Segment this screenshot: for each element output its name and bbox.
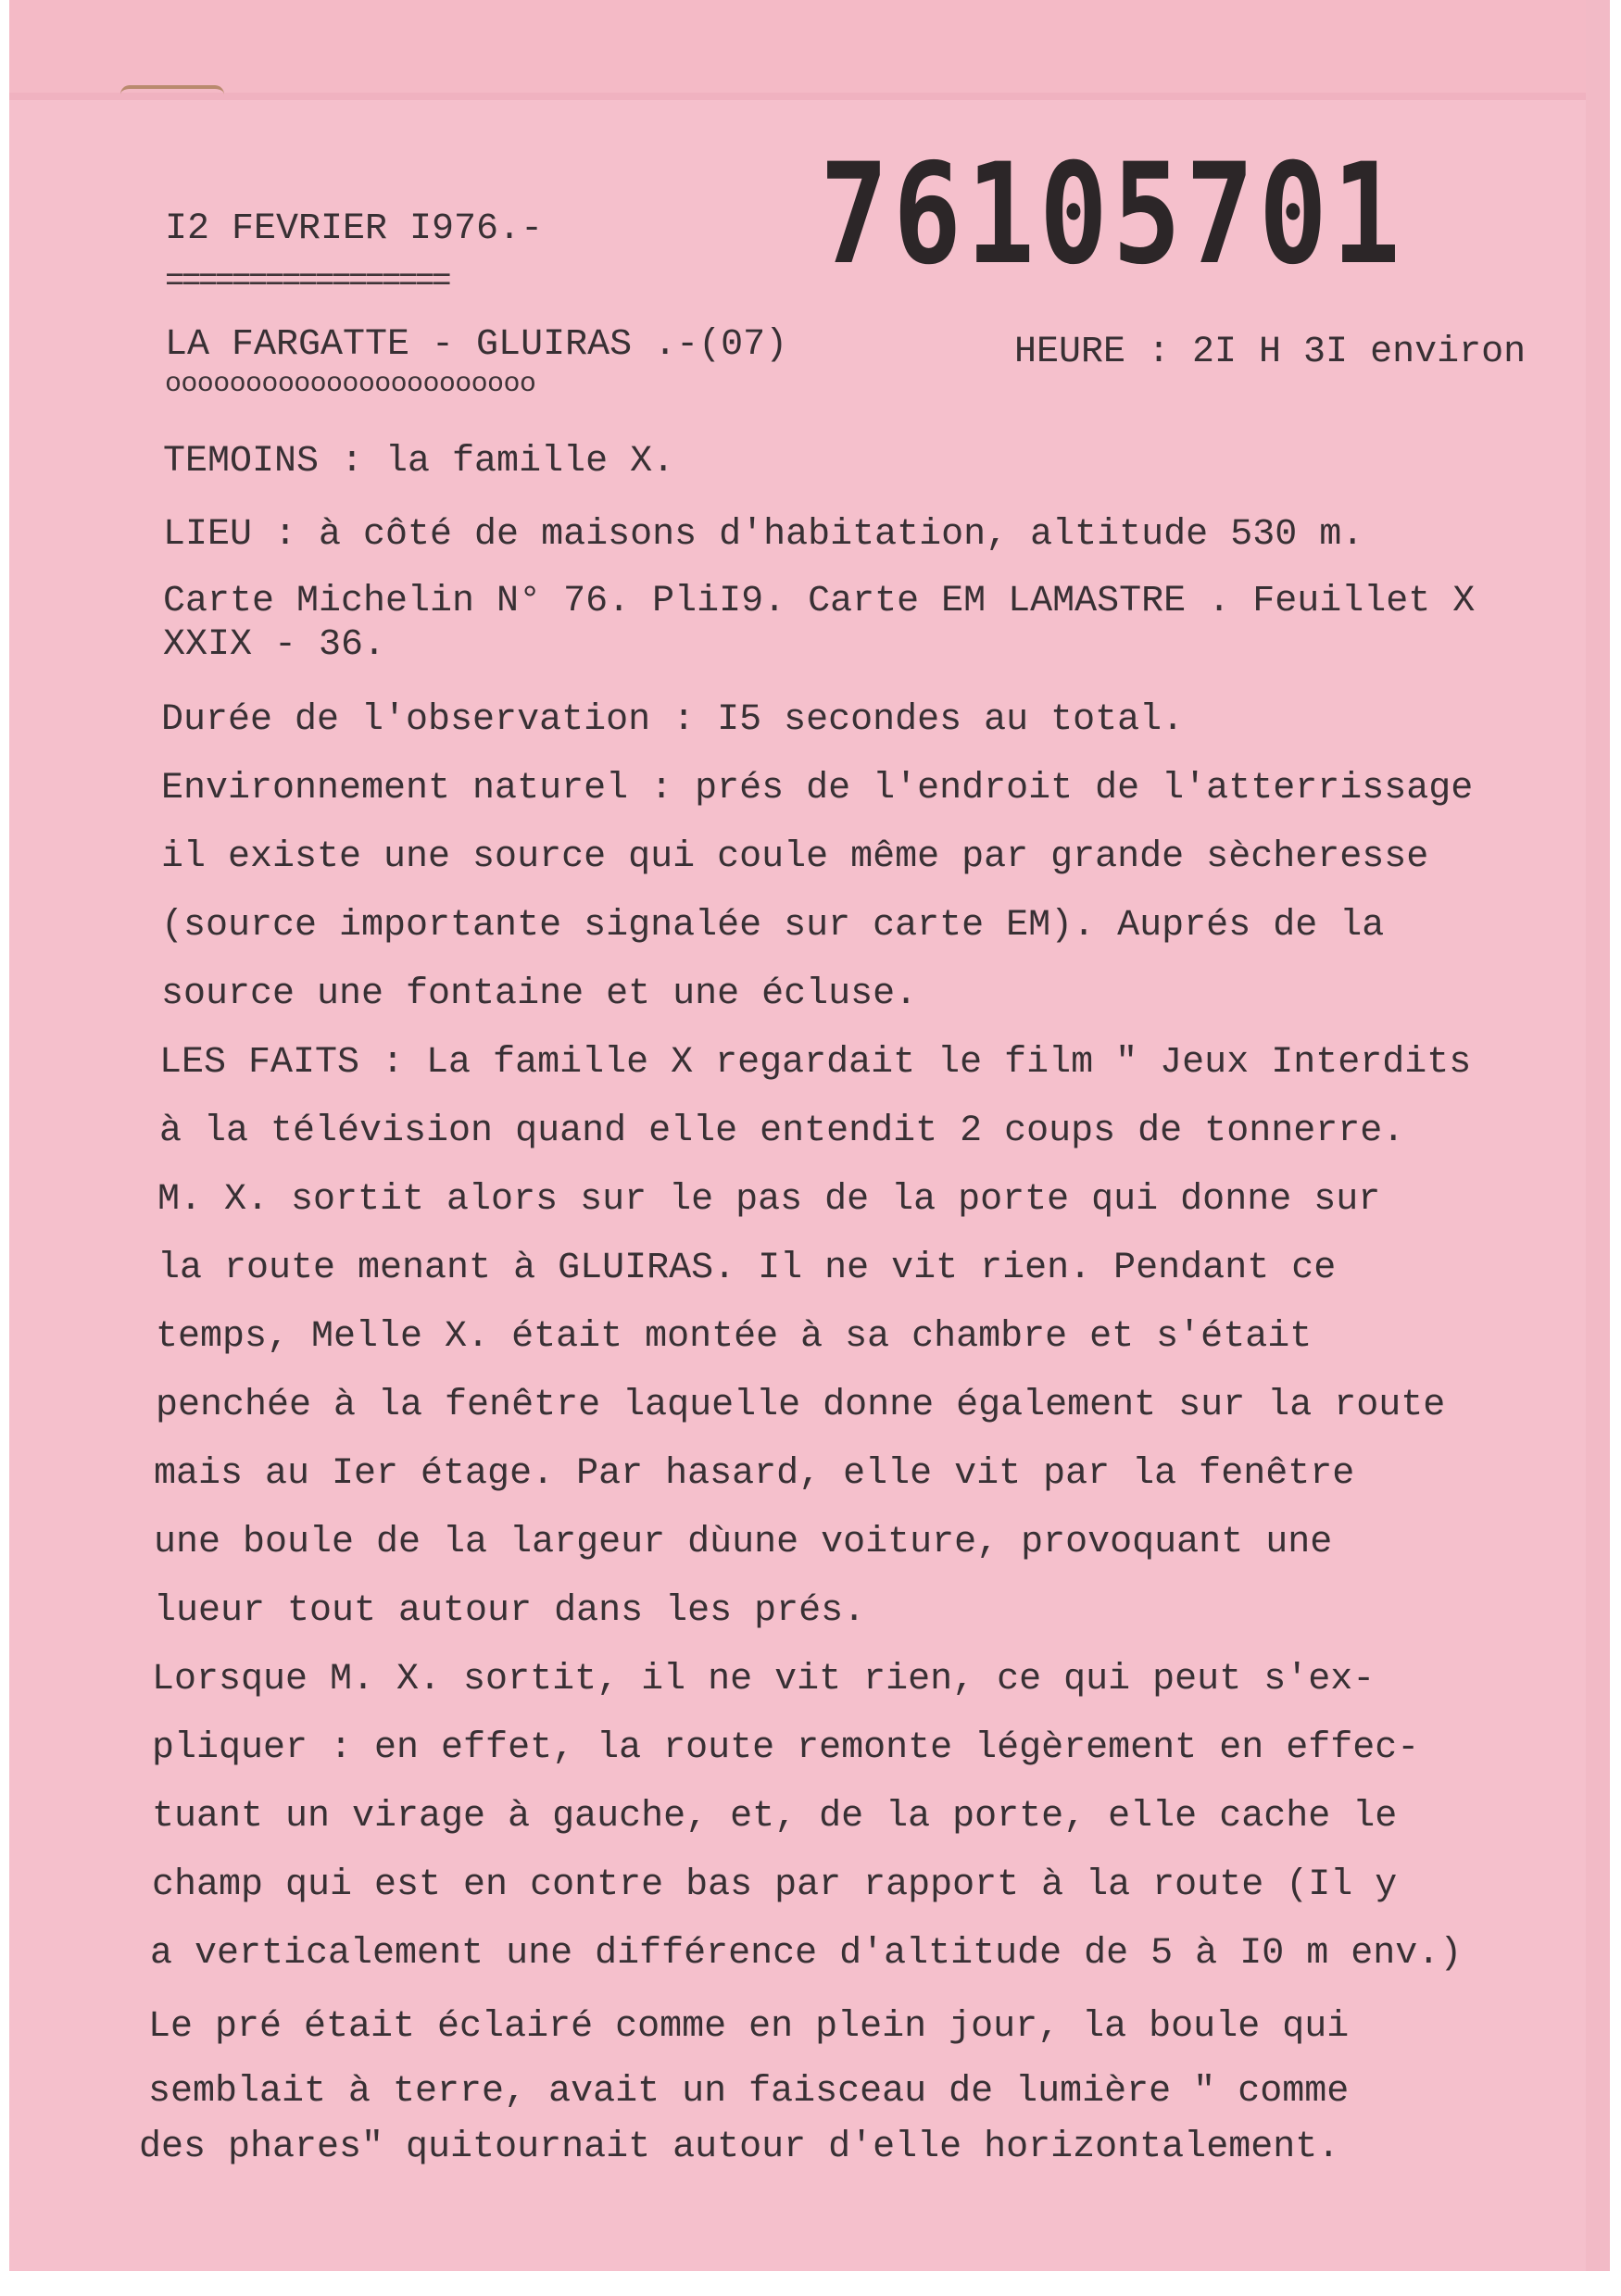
explanation-line: pliquer : en effet, la route remonte légèrement en effec- <box>152 1727 1420 1769</box>
facts-line: temps, Melle X. était montée à sa chambre et s'était <box>156 1316 1313 1358</box>
top-paper-strip <box>9 0 1610 96</box>
description-line: des phares" quitournait autour d'elle horizontalement. <box>139 2127 1340 2168</box>
location-line: LA FARGATTE - GLUIRAS .-(07) <box>165 324 788 366</box>
description-line: semblait à terre, avait un faisceau de lumière " comme <box>148 2071 1350 2113</box>
description-line: Le pré était éclairé comme en plein jour, la boule qui <box>148 2006 1350 2048</box>
explanation-line: tuant un virage à gauche, et, de la porte, elle cache le <box>152 1796 1398 1838</box>
facts-line: la route menant à GLUIRAS. Il ne vit rien. Pendant ce <box>157 1248 1337 1289</box>
explanation-line: Lorsque M. X. sortit, il ne vit rien, ce qui peut s'ex- <box>152 1659 1376 1700</box>
facts-line: mais au Ier étage. Par hasard, elle vit par la fenêtre <box>154 1453 1355 1495</box>
document-number-stamp: 76105701 <box>820 134 1405 295</box>
explanation-line: a verticalement une différence d'altitude de 5 à I0 m env.) <box>150 1933 1463 1975</box>
date-line: I2 FEVRIER I976.- <box>165 208 544 250</box>
map-reference-line-2: XXIX - 36. <box>163 624 386 666</box>
facts-line: une boule de la largeur dùune voiture, provoquant une <box>154 1522 1333 1563</box>
page-right-edge <box>1586 0 1610 2271</box>
strip-shadow <box>9 93 1610 100</box>
date-underline: ================= <box>165 262 449 300</box>
paper-clip-mark <box>120 85 224 98</box>
facts-line: à la télévision quand elle entendit 2 coups de tonnerre. <box>159 1110 1405 1152</box>
facts-line: LES FAITS : La famille X regardait le film " Jeux Interdits <box>159 1042 1472 1084</box>
time-line: HEURE : 2I H 3I environ <box>1014 332 1527 373</box>
environment-line: Environnement naturel : prés de l'endroit de l'atterrissage <box>161 768 1474 809</box>
witnesses-line: TEMOINS : la famille X. <box>163 441 675 483</box>
facts-line: penchée à la fenêtre laquelle donne également sur la route <box>156 1385 1446 1426</box>
environment-line: il existe une source qui coule même par grande sècheresse <box>161 836 1429 878</box>
explanation-line: champ qui est en contre bas par rapport à la route (Il y <box>152 1864 1398 1906</box>
location-underline: ooooooooooooooooooooooo <box>165 369 536 400</box>
facts-line: M. X. sortit alors sur le pas de la porte qui donne sur <box>157 1179 1381 1221</box>
facts-line: lueur tout autour dans les prés. <box>154 1590 866 1632</box>
place-line: LIEU : à côté de maisons d'habitation, altitude 530 m. <box>163 514 1364 556</box>
duration-line: Durée de l'observation : I5 secondes au total. <box>161 699 1185 741</box>
environment-line: (source importante signalée sur carte EM). Auprés de la <box>161 905 1385 947</box>
map-reference-line: Carte Michelin N° 76. PliI9. Carte EM LAMASTRE . Feuillet X <box>163 581 1476 622</box>
environment-line: source une fontaine et une écluse. <box>161 973 918 1015</box>
